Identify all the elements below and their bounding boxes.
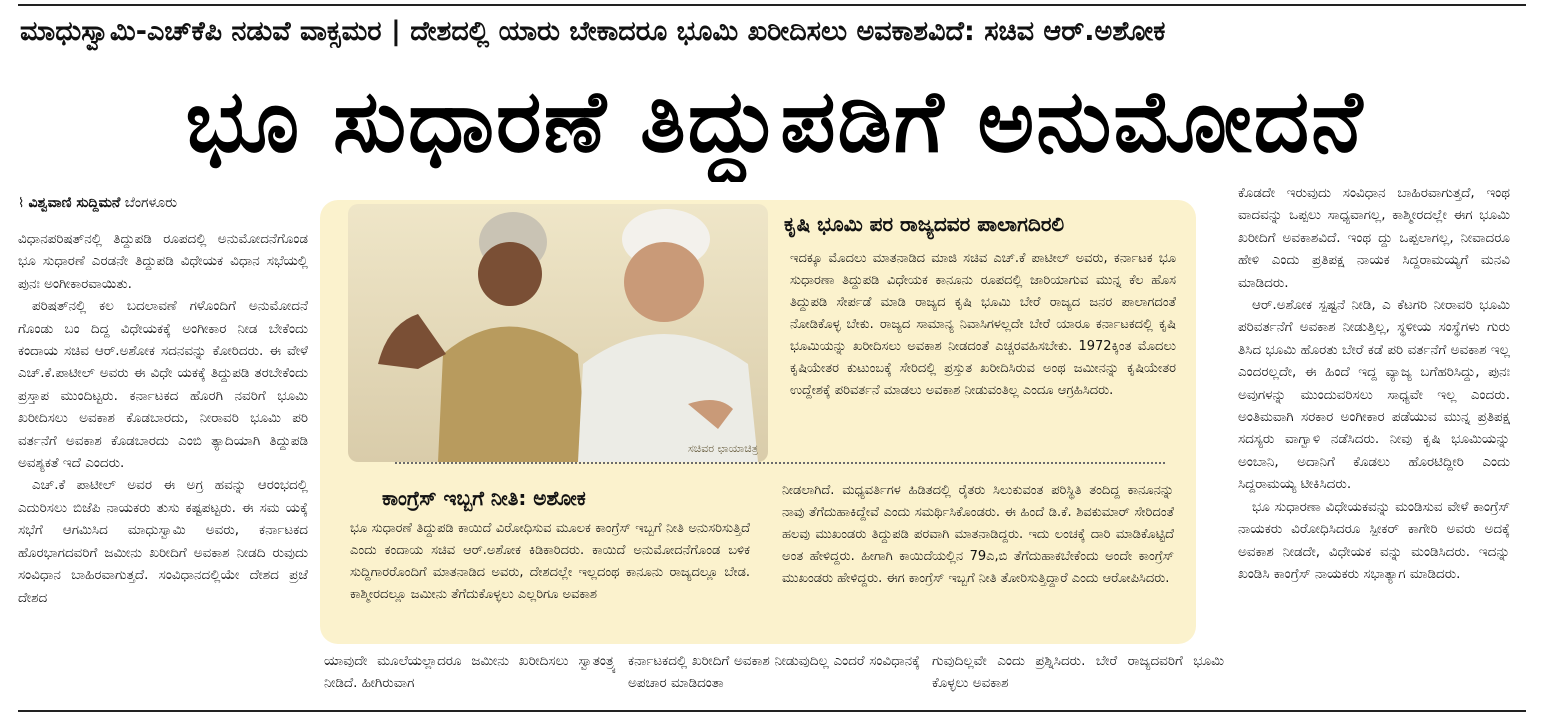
- rss-icon: ⌇: [18, 196, 29, 211]
- divider: [395, 462, 1165, 464]
- story1-text: ಇದಕ್ಕೂ ಮೊದಲು ಮಾತನಾಡಿದ ಮಾಜಿ ಸಚಿವ ಎಚ್.ಕೆ ಪಾಟೀಲ್ ಅವರು, ಕರ್ನಾಟಕ ಭೂ ಸುಧಾರಣಾ ತಿದ್ದುಪಡಿ ವಿಧೇಯಕ ಕಾನೂನು ರೂಪದಲ್ಲಿ ಜಾರಿಯಾಗುವ ಮುನ್ನ ಕೆಲ ಹೊಸ ತಿದ್ದುಪಡಿ ಸೇರ್ಪಡೆ ಮಾಡಿ ರಾಜ್ಯದ ಕೃಷಿ ಭೂಮಿ ಬೇರೆ ರಾಜ್ಯದ ಜನರ ಪಾಲಾಗದಂತೆ ನೋಡಿಕೊಳ್ಳ ಬೇಕು. ರಾಜ್ಯದ ಸಾಮಾನ್ಯ ನಿವಾಸಿಗಳಲ್ಲದೇ ಬೇರೆ ಯಾರೂ ಕರ್ನಾಟಕದಲ್ಲಿ ಕೃಷಿ ಭೂಮಿಯನ್ನು ಖರೀದಿಸಲು ಅವಕಾಶ ನೀಡದಂತೆ ಎಚ್ಚರವಹಿಸಬೇಕು. 1972ಕ್ಕಿಂತ ಮೊದಲು ಕೃಷಿಯೇತರ ಕುಟುಂಬಕ್ಕೆ ಸೇರಿದಲ್ಲಿ ಪ್ರಸ್ತುತ ಖರೀದಿಸಿರುವ ಅಂಥ ಜಮೀನನ್ನು ಕೃಷಿಯೇತರ ಉದ್ದೇಶಕ್ಕೆ ಪರಿವರ್ತನೆ ಮಾಡಲು ಅವಕಾಶ ನೀಡುವಂತಿಲ್ಲ ಎಂದೂ ಆಗ್ರಹಿಸಿದರು.: [790, 251, 1176, 398]
- right-paragraph: ಆರ್.ಅಶೋಕ ಸ್ಪಷ್ಟನೆ ನೀಡಿ, ಎ ಕೆಟಗರಿ ನೀರಾವರಿ ಭೂಮಿ ಪರಿವರ್ತನೆಗೆ ಅವಕಾಶ ನೀಡುತ್ತಿಲ್ಲ, ಸ್ಥಳೀಯ ಸಂಸ್ಥೆಗಳು ಗುರು ತಿಸಿದ ಭೂಮಿ ಹೊರತು ಬೇರೆ ಕಡೆ ಪರಿ ವರ್ತನೆಗೆ ಅವಕಾಶ ಇಲ್ಲ ಎಂದರಲ್ಲದೇ, ಈ ಹಿಂದೆ ಇದ್ದ ವ್ಯಾಜ್ಯ ಬಗೆಹರಿಸಿದ್ದು, ಪುನಃ ಅವುಗಳನ್ನು ಮುಂದುವರಿಸಲು ಸಾಧ್ಯವೇ ಇಲ್ಲ ಎಂದರು. ಅಂತಿಮವಾಗಿ ಸರಕಾರ ಅಂಗೀಕಾರ ಪಡೆಯುವ ಮುನ್ನ ಪ್ರತಿಪಕ್ಷ ಸದಸ್ಯರು ವಾಗ್ವಾಳಿ ನಡೆಸಿದರು. ನೀವು ಕೃಷಿ ಭೂಮಿಯನ್ನು ಅಂಬಾನಿ, ಅದಾನಿಗೆ ಕೊಡಲು ಹೊರಟಿದ್ದೀರಿ ಎಂದು ಸಿದ್ದರಾಮಯ್ಯ ಟೀಕಿಸಿದರು.: [1238, 297, 1510, 493]
- byline-place: ಬೆಂಗಳೂರು: [124, 195, 178, 211]
- story2-continuation: ನೀಡಲಾಗಿದೆ. ಮಧ್ಯವರ್ತಿಗಳ ಹಿಡಿತದಲ್ಲಿ ರೈತರು ಸಿಲುಕುವಂತ ಪರಿಸ್ಥಿತಿ ತಂದಿದ್ದ ಕಾನೂನನ್ನು ನಾವು ತೆಗೆದುಹಾಕಿದ್ದೇವೆ ಎಂದು ಸಮರ್ಥಿಸಿಕೊಂಡರು. ಈ ಹಿಂದೆ ಡಿ.ಕೆ. ಶಿವಕುಮಾರ್ ಸೇರಿದಂತೆ ಹಲವು ಮುಖಂಡರು ತಿದ್ದುಪಡಿ ಪರವಾಗಿ ಮಾತನಾಡಿದ್ದರು. ಇದು ಲಂಚಕ್ಕೆ ದಾರಿ ಮಾಡಿಕೊಟ್ಟಿದೆ ಅಂತ ಹೇಳಿದ್ದರು. ಹೀಗಾಗಿ ಕಾಯಿದೆಯಲ್ಲಿನ 79ಎ,ಬಿ ತೆಗೆದುಹಾಕಬೇಕೆಂದು ಅಂದೇ ಕಾಂಗ್ರೆಸ್ ಮುಖಂಡರು ಹೇಳಿದ್ದರು. ಈಗ ಕಾಂಗ್ರೆಸ್ ಇಬ್ಬಗೆ ನೀತಿ ತೋರಿಸುತ್ತಿದ್ದಾರೆ ಎಂದು ಆರೋಪಿಸಿದರು.: [782, 483, 1174, 586]
- main-headline: ಭೂ ಸುಧಾರಣೆ ತಿದ್ದುಪಡಿಗೆ ಅನುಮೋದನೆ: [185, 71, 1365, 172]
- story2-title: ಕಾಂಗ್ರೆಸ್ ಇಬ್ಬಗೆ ನೀತಿ: ಅಶೋಕ: [382, 486, 586, 510]
- bottom-text-1: ಯಾವುದೇ ಮೂಲೆಯಲ್ಲಾದರೂ ಜಮೀನು ಖರೀದಿಸಲು ಸ್ವಾತಂತ್ರ್ಯ ನೀಡಿದೆ. ಹೀಗಿರುವಾಗ: [324, 653, 616, 692]
- photo-alt-label: ಸಚಿವರ ಛಾಯಾಚಿತ್ರ: [687, 442, 758, 455]
- left-column: [18, 228, 308, 698]
- left-paragraph: ಎಚ್.ಕೆ ಪಾಟೀಲ್ ಅವರ ಈ ಅಗ್ರ ಹವನ್ನು ಆರಂಭದಲ್ಲಿ ಎದುರಿಸಲು ಬಿಜೆಪಿ ನಾಯಕರು ತುಸು ಕಷ್ಟಪಟ್ಟರು. ಈ ಸಮ ಯಕ್ಕೆ ಸಭೆಗೆ ಆಗಮಿಸಿದ ಮಾಧುಸ್ವಾಮಿ ಅವರು, ಕರ್ನಾಟಕದ ಹೊರಭಾಗದವರಿಗೆ ಜಮೀನು ಖರೀದಿಗೆ ಅವಕಾಶ ನೀಡದಿ ರುವುದು ಸಂವಿಧಾನ ಬಾಹಿರವಾಗುತ್ತದೆ. ಸಂವಿಧಾನದಲ್ಲಿಯೇ ದೇಶದ ಪ್ರಜೆ ದೇಶದ: [18, 477, 308, 606]
- bottom-rule: [18, 710, 1526, 712]
- left-paragraph: ಪರಿಷತ್‌ನಲ್ಲಿ ಕಲ ಬದಲಾವಣೆ ಗಳೊಂದಿಗೆ ಅನುಮೋದನೆ ಗೊಂಡು ಬಂ ದಿದ್ದ ವಿಧೇಯಕಕ್ಕೆ ಅಂಗೀಕಾರ ನೀಡ ಬೇಕೆಂದು ಕಂದಾಯ ಸಚಿವ ಆರ್.ಅಶೋಕ ಸದನವನ್ನು ಕೋರಿದರು. ಈ ವೇಳೆ ಎಚ್.ಕೆ.ಪಾಟೀಲ್ ಅವರು ಈ ವಿಧೇ ಯಕಕ್ಕೆ ತಿದ್ದುಪಡಿ ತರಬೇಕೆಂದು ಪ್ರಸ್ತಾಪ ಮುಂದಿಟ್ಟರು. ಕರ್ನಾಟಕದ ಹೊರಗಿ ನವರಿಗೆ ಭೂಮಿ ಖರೀದಿಸಲು ಅವಕಾಶ ಕೊಡಬಾರದು, ನೀರಾವರಿ ಭೂಮಿ ಪರಿ ವರ್ತನೆಗೆ ಅವಕಾಶ ಕೊಡಬಾರದು ಎಂಬಿ ತ್ಯಾದಿಯಾಗಿ ತಿದ್ದುಪಡಿ ಅವಶ್ಯಕತೆ ಇದೆ ಎಂದರು.: [18, 298, 308, 472]
- left-paragraph: ವಿಧಾನಪರಿಷತ್‌ನಲ್ಲಿ ತಿದ್ದುಪಡಿ ರೂಪದಲ್ಲಿ ಅನುಮೋದನೆಗೊಂಡ ಭೂ ಸುಧಾರಣೆ ಎರಡನೇ ತಿದ್ದುಪಡಿ ವಿಧೇಯಕ ವಿಧಾನ ಸಭೆಯಲ್ಲಿ ಪುನಃ ಅಂಗೀಕಾರವಾಯಿತು.: [18, 231, 308, 292]
- right-paragraph: ಭೂ ಸುಧಾರಣಾ ವಿಧೇಯಕವನ್ನು ಮಂಡಿಸುವ ವೇಳೆ ಕಾಂಗ್ರೆಸ್ ನಾಯಕರು ವಿರೋಧಿಸಿದರೂ ಸ್ಪೀಕರ್ ಕಾಗೇರಿ ಅವರು ಅದಕ್ಕೆ ಅವಕಾಶ ನೀಡದೇ, ವಿಧೇಯಕ ವನ್ನು ಮಂಡಿಸಿದರು. ಇದನ್ನು ಖಂಡಿಸಿ ಕಾಂಗ್ರೆಸ್ ನಾಯಕರು ಸಭಾತ್ಯಾಗ ಮಾಡಿದರು.: [1238, 498, 1510, 582]
- bottom-text-3: ಗುವುದಿಲ್ಲವೇ ಎಂದು ಪ್ರಶ್ನಿಸಿದರು. ಬೇರೆ ರಾಜ್ಯದವರಿಗೆ ಭೂಮಿ ಕೊಳ್ಳಲು ಅವಕಾಶ: [932, 653, 1224, 692]
- byline: [18, 192, 177, 214]
- byline-source: ವಿಶ್ವವಾಣಿ ಸುದ್ದಿಮನೆ: [28, 195, 121, 211]
- right-column: [1238, 182, 1510, 697]
- photo-figures-icon: [348, 204, 768, 462]
- photo: [348, 204, 768, 462]
- top-headline: ಮಾಧುಸ್ವಾಮಿ-ಎಚ್‌ಕೆಪಿ ನಡುವೆ ವಾಕ್ಸಮರ | ದೇಶದಲ್ಲಿ ಯಾರು ಬೇಕಾದರೂ ಭೂಮಿ ಖರೀದಿಸಲು ಅವಕಾಶವಿದೆ: ಸಚಿವ ಆರ್.ಅಶೋಕ: [20, 16, 1166, 47]
- top-rule: [18, 4, 1526, 6]
- highlight-box: [320, 200, 1196, 644]
- right-paragraph: ಕೊಡದೇ ಇರುವುದು ಸಂವಿಧಾನ ಬಾಹಿರವಾಗುತ್ತದೆ, ಇಂಥ ವಾದವನ್ನು ಒಪ್ಪಲು ಸಾಧ್ಯವಾಗಲ್ಲ, ಕಾಶ್ಮೀರದಲ್ಲೇ ಈಗ ಭೂಮಿ ಖರೀದಿಗೆ ಅವಕಾಶವಿದೆ. ಇಂಥ ದ್ದು ಒಪ್ಪಲಾಗಲ್ಲ, ನೀವಾದರೂ ಹೇಳಿ ಎಂದು ಪ್ರತಿಪಕ್ಷ ನಾಯಕ ಸಿದ್ದರಾಮಯ್ಯಗೆ ಮನವಿ ಮಾಡಿದರು.: [1238, 185, 1510, 291]
- bottom-text-2: ಕರ್ನಾಟಕದಲ್ಲಿ ಖರೀದಿಗೆ ಅವಕಾಶ ನೀಡುವುದಿಲ್ಲ ಎಂದರೆ ಸಂವಿಧಾನಕ್ಕೆ ಅಪಚಾರ ಮಾಡಿದಂತಾ: [628, 653, 920, 692]
- story1-title: ಕೃಷಿ ಭೂಮಿ ಪರ ರಾಜ್ಯದವರ ಪಾಲಾಗದಿರಲಿ: [784, 212, 1065, 236]
- story2-text: ಭೂ ಸುಧಾರಣೆ ತಿದ್ದುಪಡಿ ಕಾಯಿದೆ ವಿರೋಧಿಸುವ ಮೂಲಕ ಕಾಂಗ್ರೆಸ್ ಇಬ್ಬಗೆ ನೀತಿ ಅನುಸರಿಸುತ್ತಿದೆ ಎಂದು ಕಂದಾಯ ಸಚಿವ ಆರ್.ಅಶೋಕ ಕಿಡಿಕಾರಿದರು. ಕಾಯಿದೆ ಅನುಮೋದನೆಗೊಂಡ ಬಳಿಕ ಸುದ್ದಿಗಾರರೊಂದಿಗೆ ಮಾತನಾಡಿದ ಅವರು, ದೇಶದಲ್ಲೇ ಇಲ್ಲದಂಥ ಕಾನೂನು ರಾಜ್ಯದಲ್ಲೂ ಬೇಡ. ಕಾಶ್ಮೀರದಲ್ಲೂ ಜಮೀನು ತೆಗೆದುಕೊಳ್ಳಲು ಎಲ್ಲರಿಗೂ ಅವಕಾಶ: [350, 521, 750, 602]
